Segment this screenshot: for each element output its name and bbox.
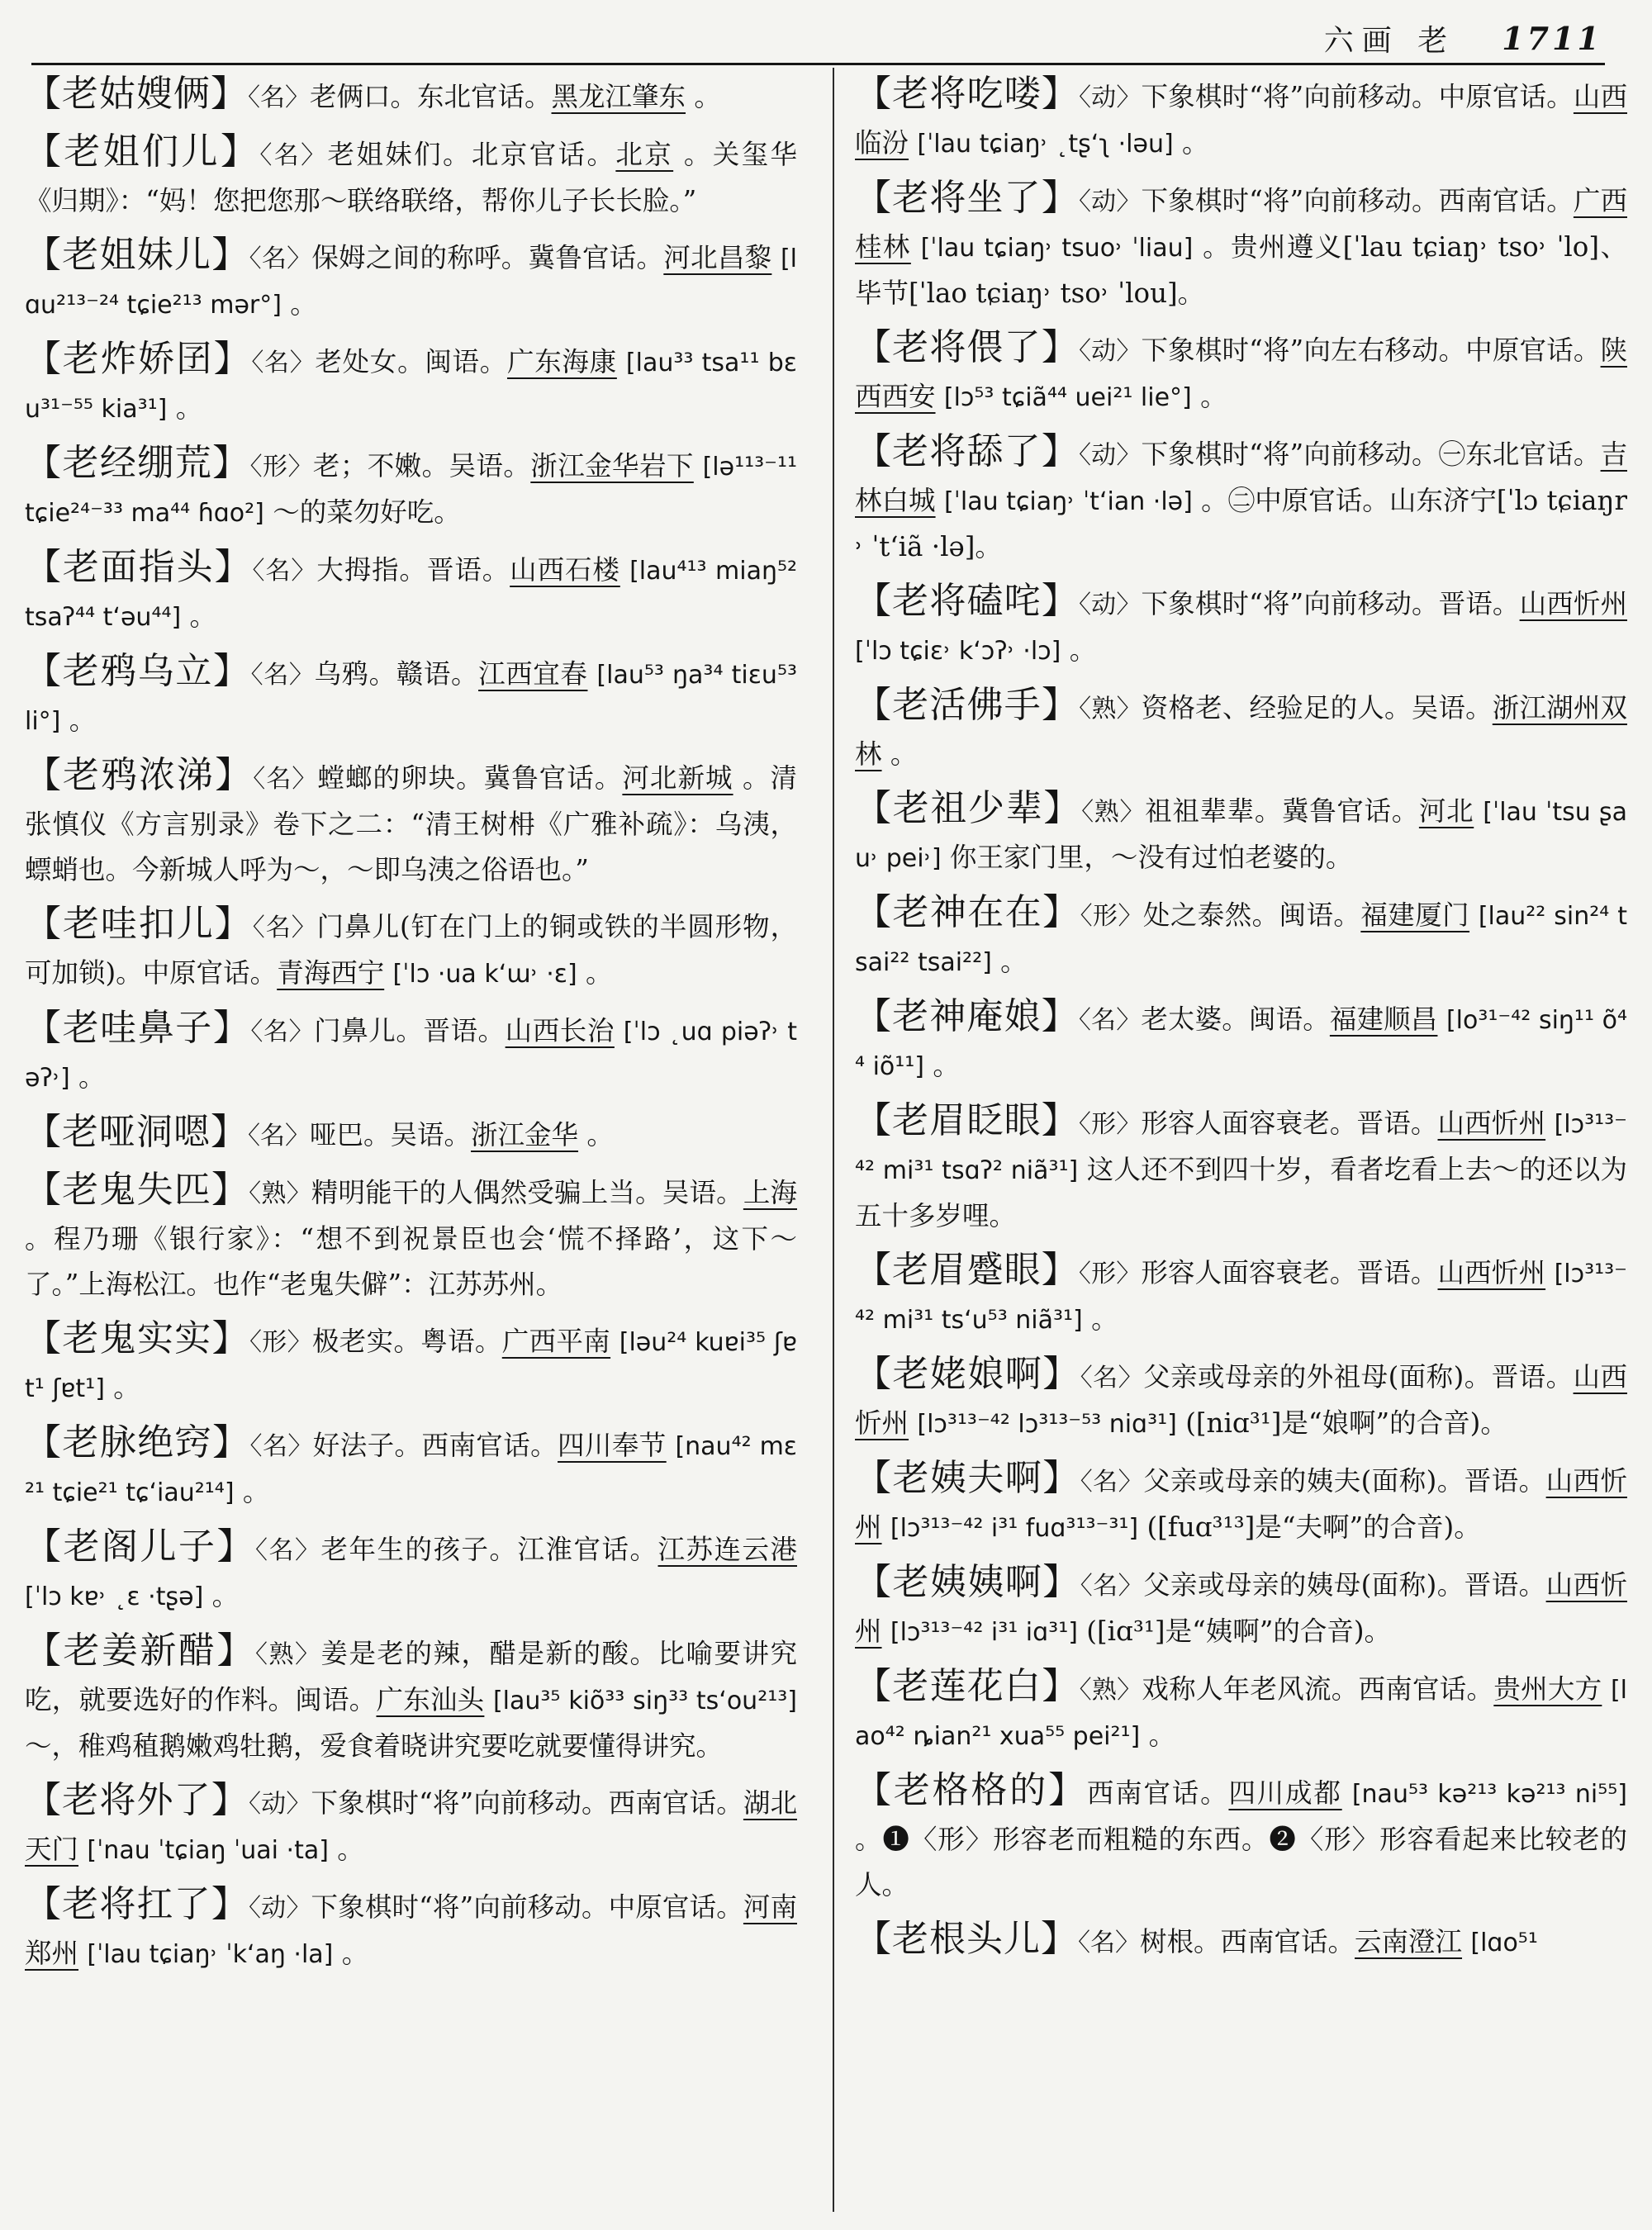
entry-headword: 【 老将舔了 】 <box>855 430 1079 472</box>
entry-part-of-speech: 〈 名 〉 <box>253 913 317 942</box>
entry-headword: 【 老姥娘啊 】 <box>855 1353 1080 1395</box>
entry-part-of-speech: 〈 名 〉 <box>259 141 327 170</box>
entry-headword: 【 老祖少辈 】 <box>855 787 1081 829</box>
entry-location: 山西忻州 <box>855 1465 1627 1543</box>
entry-pronunciation: [lo³¹⁻⁴² siŋ¹¹ õ⁴⁴ iõ¹¹] <box>855 1006 1627 1081</box>
entry-example: 。 <box>1000 946 1028 977</box>
entry-headword: 【 老根头儿 】 <box>855 1918 1078 1960</box>
left-entry <box>25 129 797 224</box>
entry-example: 。 <box>211 1580 240 1611</box>
entry-headword: 【 老姐妹儿 】 <box>25 234 249 276</box>
right-entry <box>855 1916 1627 1966</box>
entry-headword: 【 老格格的 】 <box>855 1769 1087 1811</box>
entry-example: 。 <box>890 738 918 770</box>
entry-definition: 老姐妹们。北京官话。 <box>327 139 616 170</box>
entry-definition: 资格老、经验足的人。吴语。 <box>1141 692 1493 724</box>
entry-location: 四川成都 <box>1228 1777 1342 1809</box>
left-entry <box>25 1420 797 1516</box>
left-entry <box>25 648 797 744</box>
entry-example: 。关玺华《归期》：“妈！您把您那～联络联络，帮你儿子长长脸。” <box>25 139 797 216</box>
entry-pronunciation: [ˈlɔ kɐ˒ ˛ɛ ·tʂə] <box>25 1582 204 1611</box>
entry-part-of-speech: 〈 名 〉 <box>250 1432 313 1461</box>
entry-part-of-speech: 〈 熟 〉 <box>1080 1676 1142 1705</box>
entry-part-of-speech: 〈 形 〉 <box>1079 1110 1141 1139</box>
entry-location: 河北新城 <box>622 762 733 794</box>
right-entry <box>855 1351 1627 1447</box>
page-header <box>859 15 1602 61</box>
entry-pronunciation: [lɑu²¹³⁻²⁴ tɕie²¹³ mər°] <box>25 244 797 320</box>
page-number: 1711 <box>1502 19 1602 57</box>
entry-headword: 【 老将扛了 】 <box>25 1883 249 1925</box>
entry-definition: 门鼻儿(钉在门上的铜或铁的半圆形物，可加锁)。中原官话。 <box>25 911 797 989</box>
entry-part-of-speech: 〈 动 〉 <box>1079 591 1142 619</box>
right-entry <box>855 994 1627 1089</box>
entry-part-of-speech: 〈 名 〉 <box>1079 1006 1141 1035</box>
left-entry <box>25 232 797 328</box>
entry-definition: 门鼻儿。晋语。 <box>314 1015 506 1046</box>
entry-definition: 姜是老的辣，醋是新的酸。比喻要讲究吃，就要选好的作料。闽语。 <box>25 1638 797 1715</box>
entry-headword: 【 老姑嫂俩 】 <box>25 73 248 115</box>
entry-definition: 乌鸦。赣语。 <box>314 658 479 690</box>
entry-example: 。程乃珊《银行家》：“想不到祝景臣也会‘慌不择路’，这下～了。”上海松江。也作“老鬼失僻”：江苏苏州。 <box>25 1223 797 1300</box>
entry-part-of-speech: 〈 名 〉 <box>251 661 315 690</box>
entry-part-of-speech: 〈 名 〉 <box>253 557 317 586</box>
entry-location: 山西长治 <box>505 1015 615 1046</box>
entry-definition: 下象棋时“将”向前移动。晋语。 <box>1141 588 1520 619</box>
entry-location: 山西忻州 <box>855 1569 1627 1647</box>
entry-headword: 【 老将坐了 】 <box>855 177 1079 219</box>
column-divider <box>833 68 834 2212</box>
entry-headword: 【 老姐们儿 】 <box>25 130 259 173</box>
entry-headword: 【 老将吃喽 】 <box>855 73 1079 115</box>
entry-headword: 【 老炸娇囝 】 <box>25 338 251 380</box>
entry-part-of-speech: 〈 动 〉 <box>1079 337 1142 366</box>
entry-part-of-speech: 〈 动 〉 <box>249 1894 311 1923</box>
entry-headword: 【 老莲花白 】 <box>855 1665 1080 1707</box>
entry-definition: 形容人面容衰老。晋语。 <box>1141 1108 1438 1139</box>
entry-example: 。 <box>1200 381 1227 412</box>
entry-example: 。 <box>337 1834 364 1865</box>
entry-location: 四川奉节 <box>558 1430 667 1461</box>
entry-headword: 【 老神在在 】 <box>855 891 1080 933</box>
entry-pronunciation: [lau⁴¹³ miaŋ⁵² tsaʔ⁴⁴ t‘əu⁴⁴] <box>25 557 797 632</box>
entry-location: 贵州大方 <box>1493 1673 1602 1705</box>
entry-pronunciation: [lɔ³¹³⁻⁴² i³¹ iɑ³¹] <box>890 1618 1078 1647</box>
entry-example: 。❶〈形〉形容老而粗糙的东西。❷〈形〉形容看起来比较老的人。 <box>855 1824 1627 1900</box>
entry-pronunciation: [ˈlau tɕiaŋ˒ tsuo˒ ˈliau] <box>920 234 1194 263</box>
entry-definition: 父亲或母亲的外祖母(面称)。晋语。 <box>1143 1361 1574 1393</box>
entry-location: 广西桂林 <box>855 185 1627 263</box>
entry-headword: 【 老将偎了 】 <box>855 326 1079 368</box>
entry-definition: 形容人面容衰老。晋语。 <box>1141 1257 1438 1288</box>
entry-location: 福建顺昌 <box>1329 1004 1438 1035</box>
left-entry <box>25 1167 797 1307</box>
entry-example: 。 <box>290 288 317 320</box>
entry-pronunciation: [ˈlau tɕiaŋ˒ ˈt‘ian ·lə] <box>943 487 1193 516</box>
entry-part-of-speech: 〈 熟 〉 <box>249 1179 311 1208</box>
entry-location: 河南郑州 <box>25 1891 797 1969</box>
entry-example: ～的菜勿好吃。 <box>273 496 461 528</box>
entry-location: 江苏连云港 <box>657 1534 797 1565</box>
entry-pronunciation: [nau⁵³ kə²¹³ kə²¹³ ni⁵⁵] <box>1351 1780 1627 1809</box>
right-entry <box>855 1098 1627 1239</box>
entry-location: 青海西宁 <box>277 957 385 989</box>
entry-pronunciation: [lɔ³¹³⁻⁴² i³¹ fuɑ³¹³⁻³¹] <box>890 1514 1139 1543</box>
entry-pronunciation: [lao⁴² ȵian²¹ xua⁵⁵ pei²¹] <box>855 1676 1627 1751</box>
right-entry <box>855 1559 1627 1655</box>
entry-pronunciation: [ˈlau tɕiaŋ˒ ˛tʂ‘ʅ ·ləu] <box>917 130 1174 159</box>
entry-definition: 下象棋时“将”向前移动。西南官话。 <box>1141 185 1574 216</box>
left-entry <box>25 1524 797 1620</box>
entry-definition: 树根。西南官话。 <box>1140 1926 1355 1957</box>
right-entry <box>855 325 1627 420</box>
entry-example: 。㊁中原官话。山东济宁[ˈlɔ tɕiaŋr˒ ˈt‘iã ·lə]。 <box>855 485 1627 562</box>
entry-location: 云南澄江 <box>1355 1926 1463 1957</box>
entry-location: 浙江金华岩下 <box>530 450 694 482</box>
entry-location: 浙江湖州双林 <box>855 692 1627 770</box>
right-entry <box>855 785 1627 881</box>
entry-definition: 好法子。西南官话。 <box>312 1430 558 1461</box>
entry-location: 江西宜春 <box>478 658 588 690</box>
entry-example: 。清张慎仪《方言别录》卷下之二：“清王树枏《广雅补疏》：乌洟，螵蛸也。今新城人呼为～，～即乌洟之俗语也。” <box>25 762 797 885</box>
entry-part-of-speech: 〈 动 〉 <box>1079 187 1142 216</box>
entry-location: 浙江金华 <box>471 1119 579 1151</box>
entry-definition: 保姆之间的称呼。冀鲁官话。 <box>311 242 664 273</box>
entry-location: 山西忻州 <box>1437 1108 1546 1139</box>
entry-example: 。 <box>1182 127 1209 159</box>
entry-definition: 大拇指。晋语。 <box>316 554 510 586</box>
entry-example: 。 <box>78 1061 106 1093</box>
entry-headword: 【 老阁儿子 】 <box>25 1525 255 1568</box>
right-entry <box>855 429 1627 570</box>
left-entry <box>25 336 797 432</box>
entry-part-of-speech: 〈 名 〉 <box>1078 1929 1140 1957</box>
entry-example: 。 <box>1091 1303 1118 1335</box>
right-column <box>855 71 1627 2210</box>
entry-headword: 【 老哇鼻子 】 <box>25 1007 250 1049</box>
entry-example: 。 <box>242 1476 270 1507</box>
entry-example: ([fuɑ³¹³]是“夫啊”的合音)。 <box>1146 1511 1481 1543</box>
entry-part-of-speech: 〈 名 〉 <box>249 244 312 273</box>
entry-part-of-speech: 〈 名 〉 <box>1080 1364 1143 1393</box>
entry-example: 。 <box>1148 1720 1176 1751</box>
entry-definition: 精明能干的人偶然受骗上当。吴语。 <box>311 1177 743 1208</box>
header-rule <box>31 63 1605 65</box>
entry-headword: 【 老神庵娘 】 <box>855 995 1079 1037</box>
left-column <box>25 71 797 2210</box>
entry-part-of-speech: 〈 形 〉 <box>250 453 313 482</box>
left-entry <box>25 1109 797 1159</box>
entry-headword: 【 老哑洞嗯 】 <box>25 1111 248 1153</box>
entry-example: ([iɑ³¹]是“姨啊”的合音)。 <box>1086 1616 1392 1647</box>
entry-part-of-speech: 〈 名 〉 <box>250 1018 314 1046</box>
right-entry <box>855 71 1627 167</box>
entry-headword: 【 老将外了 】 <box>25 1779 249 1821</box>
right-entry <box>855 682 1627 777</box>
entry-pronunciation: [lau⁵³ ŋa³⁴ tiɛu⁵³ li°] <box>25 661 797 736</box>
entry-headword: 【 老经绷荒 】 <box>25 442 250 484</box>
entry-part-of-speech: 〈 名 〉 <box>1080 1468 1143 1497</box>
entry-pronunciation: [ˈlau tɕiaŋ˒ ˈk‘aŋ ·la] <box>87 1940 334 1969</box>
entry-location: 黑龙江肇东 <box>551 81 686 112</box>
entry-example: 。 <box>933 1050 960 1081</box>
entry-headword: 【 老眉眨眼 】 <box>855 1099 1079 1141</box>
entry-example: 。 <box>189 600 217 632</box>
entry-definition: 处之泰然。闽语。 <box>1142 899 1361 931</box>
entry-example: 。 <box>175 392 203 424</box>
entry-part-of-speech: 〈 熟 〉 <box>1079 695 1142 724</box>
entry-part-of-speech: 〈 名 〉 <box>253 765 317 794</box>
entry-location: 广东汕头 <box>376 1684 485 1715</box>
entry-definition: 哑巴。吴语。 <box>310 1119 472 1151</box>
entry-example: 。贵州遵义[ˈlau tɕiaŋ˒ tso˒ ˈlo]、毕节[ˈlao tɕiaŋ˒ tso˒ ˈlou]。 <box>855 231 1627 309</box>
right-entry <box>855 578 1627 674</box>
right-entry <box>855 1455 1627 1551</box>
entry-headword: 【 老姨夫啊 】 <box>855 1457 1080 1499</box>
entry-headword: 【 老鸦浓涕 】 <box>25 754 253 796</box>
entry-headword: 【 老鬼实实 】 <box>25 1317 249 1359</box>
entry-example: 。 <box>113 1372 140 1403</box>
entry-pronunciation: [ˈlau ˈtsu ʂau˒ pei˒] <box>855 798 1627 873</box>
left-entry <box>25 1628 797 1769</box>
entry-location: 湖北天门 <box>25 1787 797 1865</box>
entry-part-of-speech: 〈 熟 〉 <box>1081 798 1145 827</box>
entry-location: 河北昌黎 <box>663 242 772 273</box>
entry-part-of-speech: 〈 形 〉 <box>1080 902 1143 931</box>
entry-location: 山西临汾 <box>855 81 1627 159</box>
entry-location: 福建厦门 <box>1360 899 1470 931</box>
entry-location: 广西平南 <box>501 1326 611 1357</box>
entry-location: 山西忻州 <box>1519 588 1627 619</box>
entry-headword: 【 老面指头 】 <box>25 546 253 588</box>
entry-definition: 老；不嫩。吴语。 <box>312 450 531 482</box>
entry-definition: 祖祖辈辈。冀鲁官话。 <box>1145 795 1419 827</box>
entry-part-of-speech: 〈 名 〉 <box>251 349 315 377</box>
entry-pronunciation: [lau³⁵ kiõ³³ siŋ³³ ts‘ou²¹³] <box>492 1687 797 1715</box>
entry-part-of-speech: 〈 动 〉 <box>249 1790 311 1819</box>
entry-pronunciation: [lau³³ tsa¹¹ bɛu³¹⁻⁵⁵ kia³¹] <box>25 349 797 424</box>
entry-pronunciation: [ləu²⁴ kuɐi³⁵ ʃɐt¹ ʃɐt¹] <box>25 1328 797 1403</box>
entry-example: 。 <box>69 705 97 736</box>
entry-headword: 【 老鸦乌立 】 <box>25 650 251 692</box>
entry-definition: 老处女。闽语。 <box>315 346 507 377</box>
left-entry <box>25 1881 797 1977</box>
entry-example: ～，稚鸡稙鹅嫩鸡牡鹅，爱食着晓讲究要吃就要懂得讲究。 <box>25 1730 724 1762</box>
left-entry <box>25 71 797 121</box>
entry-definition: 西南官话。 <box>1086 1777 1229 1809</box>
right-entry <box>855 175 1627 316</box>
entry-part-of-speech: 〈 名 〉 <box>248 83 310 112</box>
left-entry <box>25 752 797 893</box>
entry-definition: 下象棋时“将”向前移动。中原官话。 <box>1141 81 1574 112</box>
entry-definition: 下象棋时“将”向左右移动。中原官话。 <box>1141 334 1601 366</box>
entry-part-of-speech: 〈 名 〉 <box>1080 1572 1143 1601</box>
entry-part-of-speech: 〈 形 〉 <box>249 1328 312 1357</box>
left-entry <box>25 1316 797 1412</box>
header-section-title: 六画 老 <box>1323 23 1456 58</box>
entry-pronunciation: [nau⁴² mɛ²¹ tɕie²¹ tɕ‘iau²¹⁴] <box>25 1432 797 1507</box>
entry-headword: 【 老姜新醋 】 <box>25 1630 255 1672</box>
entry-part-of-speech: 〈 动 〉 <box>1079 83 1142 112</box>
entry-example: ([niɑ³¹]是“娘啊”的合音)。 <box>1185 1407 1507 1439</box>
entry-example: 你王家门里，～没有过怕老婆的。 <box>949 842 1353 873</box>
entry-definition: 老太婆。闽语。 <box>1141 1004 1330 1035</box>
entry-location: 河北 <box>1418 795 1474 827</box>
entry-example: 。 <box>1069 634 1097 666</box>
entry-location: 广东海康 <box>506 346 617 377</box>
entry-location: 山西忻州 <box>1437 1257 1546 1288</box>
entry-location: 上海 <box>743 1177 797 1208</box>
entry-example: 这人还不到四十岁，看者圪看上去～的还以为五十多岁哩。 <box>855 1154 1627 1231</box>
entry-pronunciation: [ˈlɔ ·ua k‘ɯ˒ ·ɛ] <box>392 960 577 989</box>
right-entry <box>855 890 1627 985</box>
left-entry <box>25 1005 797 1101</box>
entry-headword: 【 老哇扣儿 】 <box>25 903 253 945</box>
right-entry <box>855 1767 1627 1908</box>
entry-pronunciation: [lɔ⁵³ tɕiã⁴⁴ uei²¹ lie°] <box>943 383 1192 412</box>
left-entry <box>25 901 797 997</box>
entry-headword: 【 老眉蹙眼 】 <box>855 1249 1079 1291</box>
entry-example: 。 <box>586 1119 614 1151</box>
entry-example: 。 <box>586 957 613 989</box>
entry-definition: 父亲或母亲的姨母(面称)。晋语。 <box>1143 1569 1546 1601</box>
right-entry <box>855 1247 1627 1343</box>
entry-location: 吉林白城 <box>855 439 1627 516</box>
entry-part-of-speech: 〈 名 〉 <box>255 1536 321 1565</box>
right-entry <box>855 1663 1627 1759</box>
entry-location: 北京 <box>615 139 674 170</box>
entry-headword: 【 老将磕咤 】 <box>855 580 1079 622</box>
entry-example: 。 <box>341 1938 369 1969</box>
entry-pronunciation: [ˈlɔ tɕiɛ˒ k‘ɔʔ˒ ·lɔ] <box>855 637 1061 666</box>
entry-part-of-speech: 〈 形 〉 <box>1079 1260 1141 1288</box>
entry-definition: 下象棋时“将”向前移动。中原官话。 <box>311 1891 743 1923</box>
entry-location: 山西忻州 <box>855 1361 1627 1439</box>
entry-definition: 老年生的孩子。江淮官话。 <box>320 1534 658 1565</box>
entry-headword: 【 老活佛手 】 <box>855 684 1079 726</box>
entry-headword: 【 老姨姨啊 】 <box>855 1561 1080 1603</box>
entry-definition: 螳螂的卵块。冀鲁官话。 <box>317 762 623 794</box>
entry-pronunciation: [lau²² sin²⁴ tsai²² tsai²²] <box>855 902 1627 977</box>
entry-pronunciation: [ˈnau ˈtɕiaŋ ˈuai ·ta] <box>87 1836 329 1865</box>
entry-definition: 老俩口。东北官话。 <box>310 81 552 112</box>
entry-pronunciation: [ˈlɔ ˛uɑ piəʔ˒ təʔ˒] <box>25 1018 797 1093</box>
entry-pronunciation: [lɑo⁵¹ <box>1470 1929 1538 1957</box>
left-entry <box>25 544 797 640</box>
entry-headword: 【 老脉绝窍 】 <box>25 1421 250 1464</box>
entry-pronunciation: [lɔ³¹³⁻⁴² mi³¹ ts‘u⁵³ niã³¹] <box>855 1260 1627 1335</box>
entry-example: 。 <box>694 81 721 112</box>
entry-definition: 戏称人年老风流。西南官话。 <box>1142 1673 1494 1705</box>
entry-definition: 极老实。粤语。 <box>311 1326 502 1357</box>
entry-part-of-speech: 〈 名 〉 <box>248 1122 310 1151</box>
entry-pronunciation: [lɔ³¹³⁻⁴² mi³¹ tsɑʔ² niã³¹] <box>855 1110 1627 1185</box>
entry-pronunciation: [lə¹¹³⁻¹¹ tɕie²⁴⁻³³ ma⁴⁴ ɦɑo²] <box>25 453 797 528</box>
entry-part-of-speech: 〈 熟 〉 <box>255 1640 321 1669</box>
entry-location: 陕西西安 <box>855 334 1627 412</box>
left-entry <box>25 440 797 536</box>
entry-headword: 【 老鬼失匹 】 <box>25 1169 249 1211</box>
entry-definition: 下象棋时“将”向前移动。㊀东北官话。 <box>1141 439 1601 470</box>
entry-location: 山西石楼 <box>510 554 620 586</box>
entry-definition: 下象棋时“将”向前移动。西南官话。 <box>311 1787 743 1819</box>
entry-part-of-speech: 〈 动 〉 <box>1079 441 1142 470</box>
left-entry <box>25 1777 797 1873</box>
entry-pronunciation: [lɔ³¹³⁻⁴² lɔ³¹³⁻⁵³ niɑ³¹] <box>917 1410 1177 1439</box>
entry-definition: 父亲或母亲的姨夫(面称)。晋语。 <box>1143 1465 1546 1497</box>
